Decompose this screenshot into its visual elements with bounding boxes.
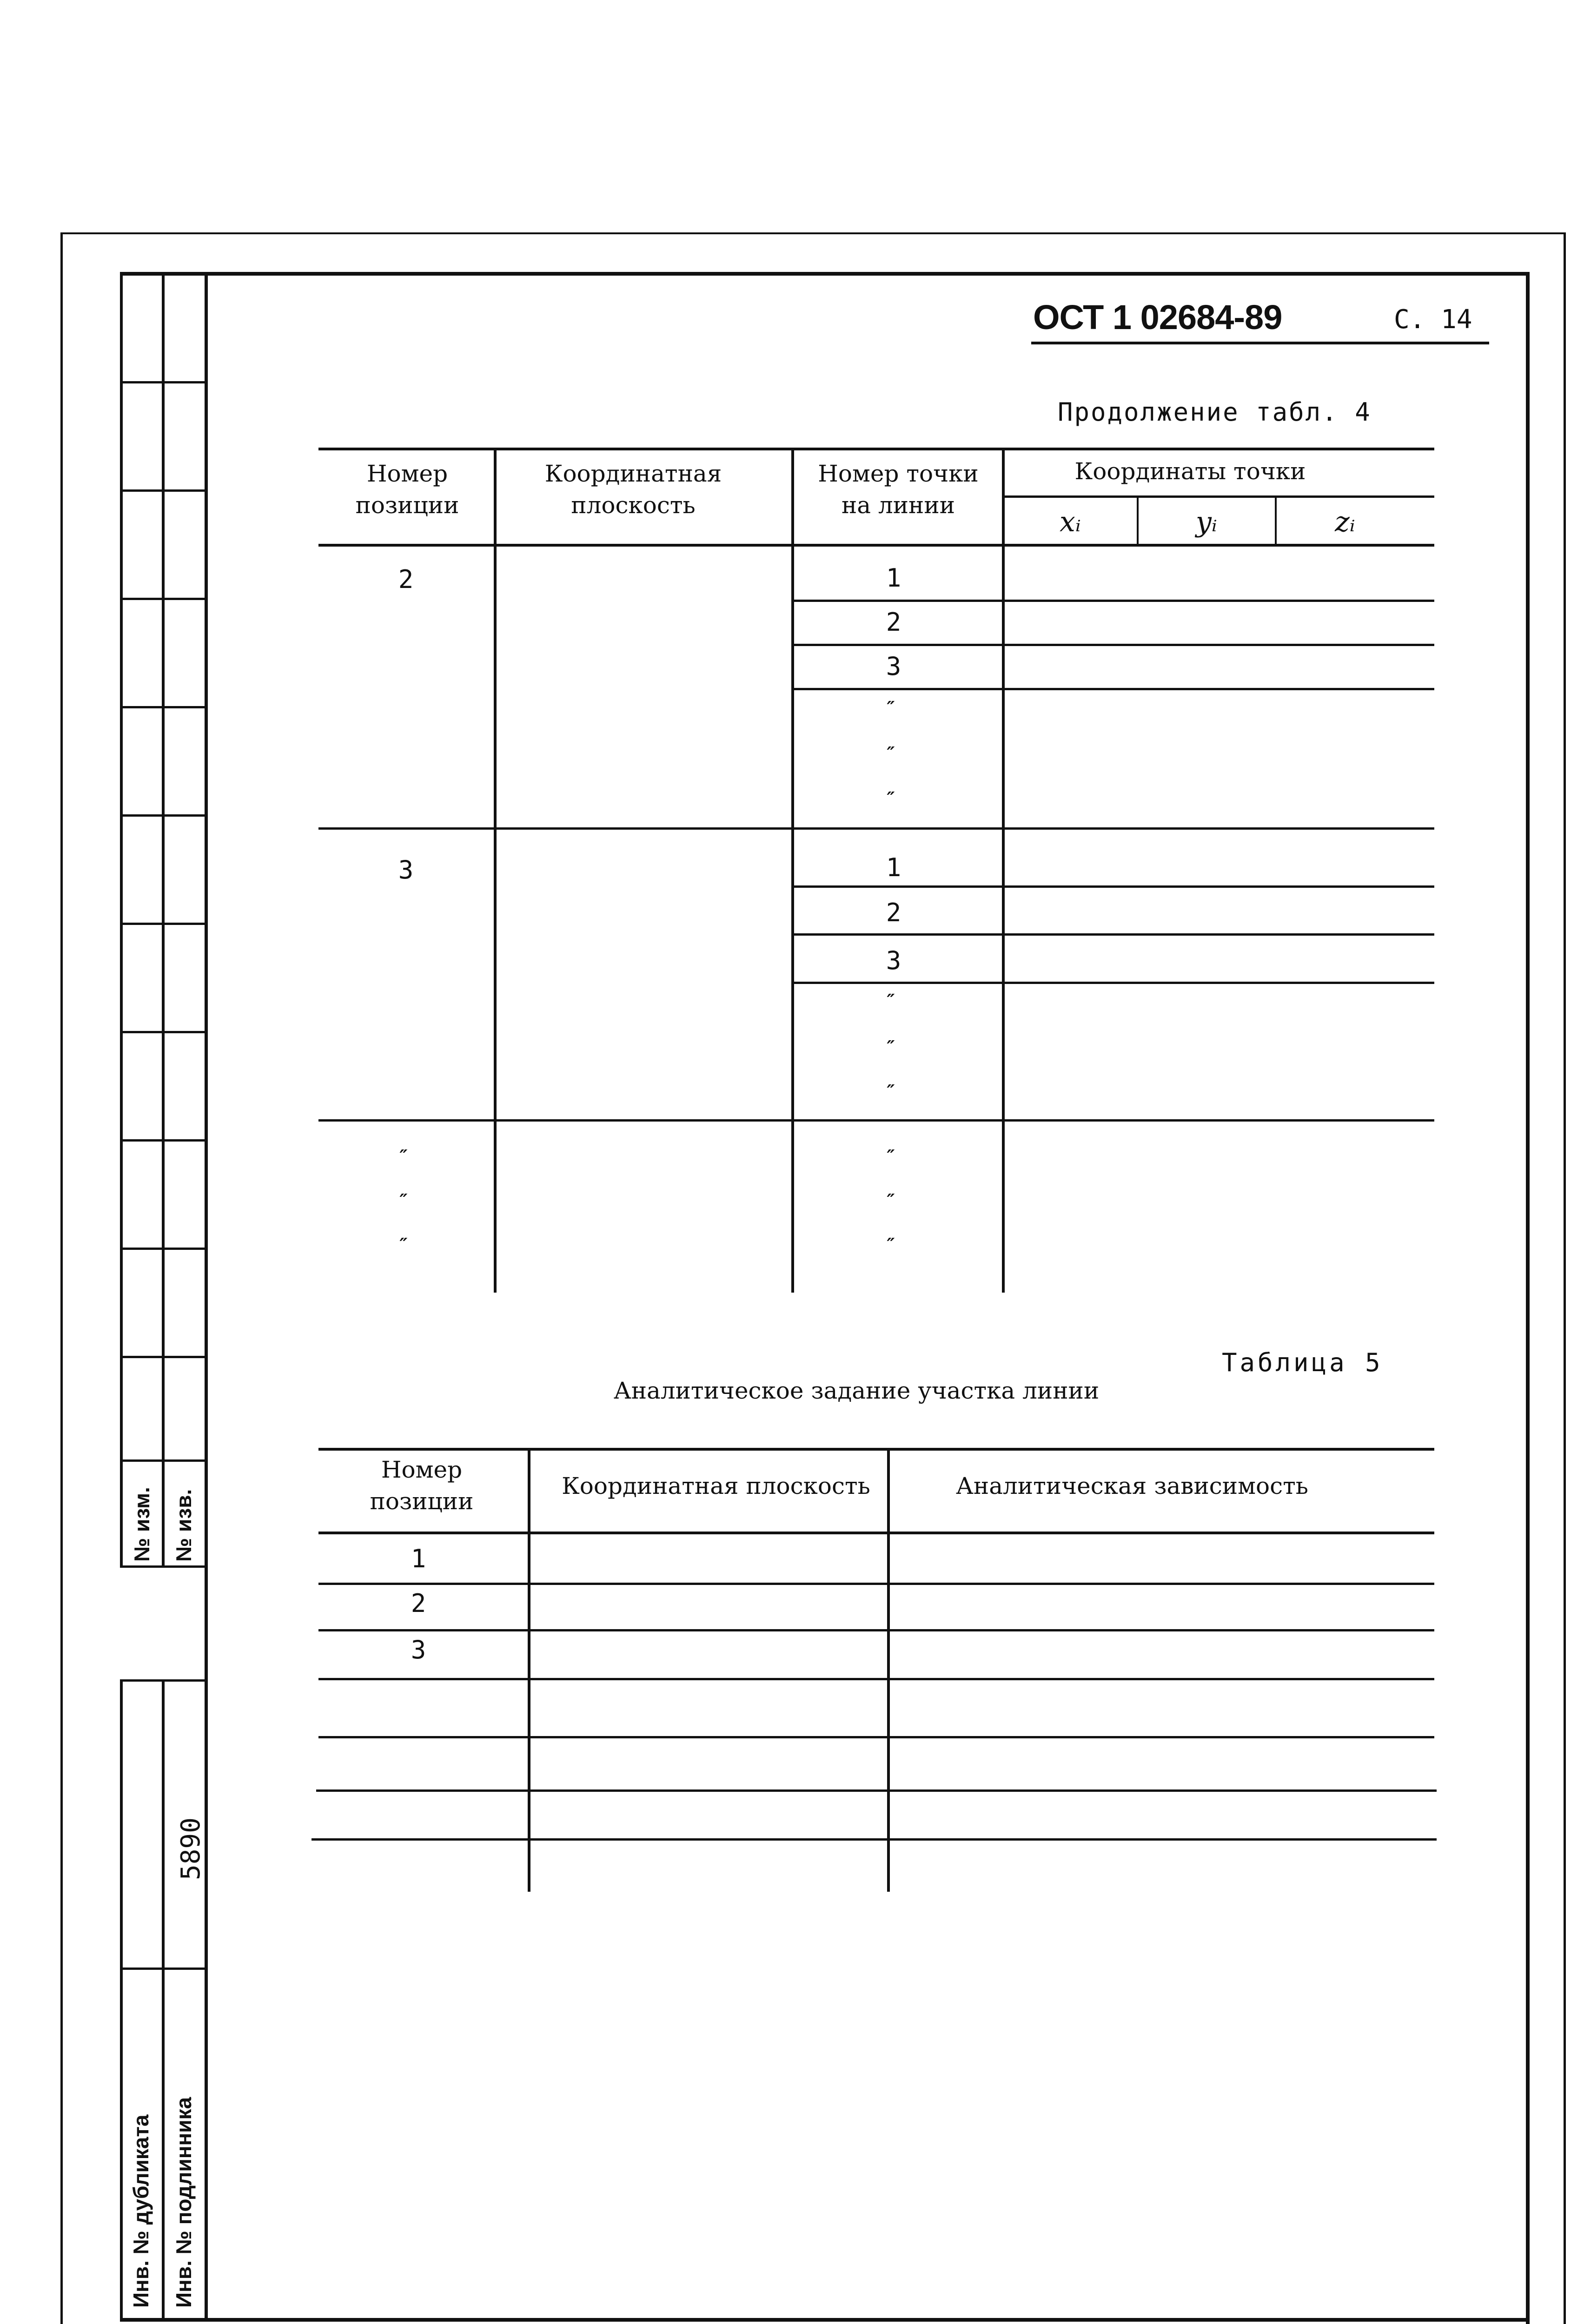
t4-group2-point-ditto-2: ″: [887, 1037, 895, 1057]
t5-col-plane: Координатная плоскость: [562, 1472, 870, 1499]
t5-row-3-position: 3: [411, 1635, 426, 1664]
t4-col-coords: Координаты точки: [1074, 458, 1306, 485]
t5-row-2-position: 2: [411, 1589, 426, 1618]
t4-sub-y: yᵢ: [1196, 506, 1217, 538]
stamp-cell-line: [120, 598, 206, 600]
t4-group3-point-ditto-3: ″: [887, 1234, 895, 1255]
t4-col-plane-l1: Координатная: [544, 460, 722, 487]
t4-group2-point-1: 1: [886, 853, 901, 882]
t5-header-bottom: [318, 1532, 1434, 1534]
t4-vline-y-z: [1275, 495, 1277, 546]
t5-row-rule: [316, 1789, 1437, 1792]
t4-group1-point-1: 1: [886, 563, 901, 593]
table5-title: Аналитическое задание участка линии: [613, 1377, 1100, 1404]
t5-vline-2: [887, 1448, 890, 1892]
stamp-cell-line: [120, 814, 206, 817]
t5-row-rule: [318, 1678, 1434, 1680]
t4-col-position-l2: позиции: [355, 492, 459, 519]
t4-col-point-l1: Номер точки: [818, 460, 979, 487]
t4-vline-3: [1002, 448, 1005, 1293]
frame-right: [1526, 272, 1530, 2324]
t4-col-position-l1: Номер: [366, 460, 448, 487]
t4-group3-position-ditto-3: ″: [399, 1234, 408, 1255]
t4-group1-point-2: 2: [886, 607, 901, 637]
stamp-cell-line: [120, 923, 206, 925]
stamp-original-number: 5890: [176, 1817, 206, 1880]
t4-group2-point-ditto-3: ″: [887, 1081, 895, 1102]
doc-code: ОСТ 1 02684-89: [1033, 298, 1282, 337]
t5-row-rule: [318, 1583, 1434, 1585]
t5-row-rule: [318, 1736, 1434, 1738]
stamp-mid-divider-top: [162, 272, 165, 1566]
frame-left-outer: [60, 232, 63, 2324]
t4-col-point: [818, 458, 978, 521]
stamp-lower-top: [120, 1679, 206, 1682]
t4-row-rule: [793, 933, 1434, 936]
stamp-cell-line: [120, 1248, 206, 1250]
frame-top: [120, 272, 1529, 276]
t4-group1-bottom: [318, 827, 1434, 830]
t4-col-plane-l2: плоскость: [571, 492, 696, 519]
stamp-cell-line: [120, 1459, 206, 1462]
t4-vline-x-y: [1137, 495, 1139, 546]
t5-col-position: [370, 1454, 474, 1517]
page-number: С. 14: [1394, 304, 1472, 335]
t4-group2-point-3: 3: [886, 946, 901, 975]
stamp-cell-line: [120, 706, 206, 708]
stamp-cell-line: [120, 489, 206, 492]
t4-row-rule: [793, 982, 1434, 984]
t4-group3-point-ditto-1: ″: [887, 1146, 895, 1167]
t4-row-rule: [793, 600, 1434, 602]
t4-group3-position-ditto-1: ″: [399, 1146, 408, 1167]
header-underline: [1031, 342, 1489, 344]
t4-vline-1: [494, 448, 497, 1293]
stamp-cell-line: [120, 1356, 206, 1358]
t5-vline-1: [528, 1448, 530, 1892]
t4-row-rule: [793, 688, 1434, 690]
stamp-cell-line: [120, 1139, 206, 1142]
t4-col-point-l2: на линии: [841, 492, 955, 519]
t4-top-rule: [318, 448, 1434, 450]
t4-col-plane: [545, 458, 722, 521]
t5-row-rule: [318, 1629, 1434, 1631]
t4-group1-point-ditto-3: ″: [887, 788, 895, 809]
stamp-inv-duplicate: Инв. № дубликата: [129, 2114, 153, 2308]
t5-col-position-l1: Номер: [381, 1456, 463, 1483]
stamp-change-no: № изм.: [130, 1487, 154, 1562]
stamp-inv-original: Инв. № подлинника: [172, 2097, 196, 2308]
t4-header-bottom: [318, 544, 1434, 547]
stamp-notice-no: № изв.: [172, 1489, 196, 1562]
t4-group2-point-2: 2: [886, 898, 901, 927]
frame-right-outer: [1564, 232, 1566, 2324]
t5-row-1-position: 1: [411, 1544, 426, 1573]
t4-group1-point-ditto-2: ″: [887, 743, 895, 764]
t4-group2-bottom: [318, 1119, 1434, 1122]
t5-col-dependence: Аналитическая зависимость: [956, 1472, 1308, 1499]
frame-bottom: [120, 2318, 1530, 2322]
frame-top-outer: [60, 232, 1566, 234]
t4-coords-subrule: [1004, 495, 1434, 498]
t4-group2-position: 3: [398, 855, 414, 885]
t5-col-position-l2: позиции: [370, 1488, 474, 1515]
t4-group1-position: 2: [398, 565, 414, 594]
t4-sub-x: xᵢ: [1060, 506, 1081, 538]
t5-top-rule: [318, 1448, 1434, 1451]
t4-group2-point-ditto-1: ″: [887, 990, 895, 1011]
t5-row-rule: [311, 1838, 1437, 1841]
t4-col-position: [356, 458, 459, 521]
stamp-lower-divider: [162, 1679, 165, 2321]
t4-row-rule: [793, 885, 1434, 888]
stamp-cell-line: [120, 1031, 206, 1033]
t4-group1-point-3: 3: [886, 652, 901, 681]
t4-group3-point-ditto-2: ″: [887, 1190, 895, 1211]
stamp-lower-left-edge: [120, 1679, 123, 2321]
t4-group1-point-ditto-1: ″: [887, 697, 895, 718]
t4-vline-2: [791, 448, 794, 1293]
stamp-cell-line: [120, 1565, 206, 1568]
t4-row-rule: [793, 644, 1434, 646]
stamp-top-left-edge: [120, 272, 123, 1566]
frame-left: [205, 272, 208, 2322]
t4-sub-z: zᵢ: [1335, 506, 1355, 538]
stamp-cell-line: [120, 381, 206, 383]
table5-label: Таблица 5: [1222, 1348, 1383, 1377]
stamp-lower-mid: [120, 1967, 206, 1970]
table4-continuation-label: Продолжение табл. 4: [1058, 397, 1372, 427]
t4-group3-position-ditto-2: ″: [399, 1190, 408, 1211]
